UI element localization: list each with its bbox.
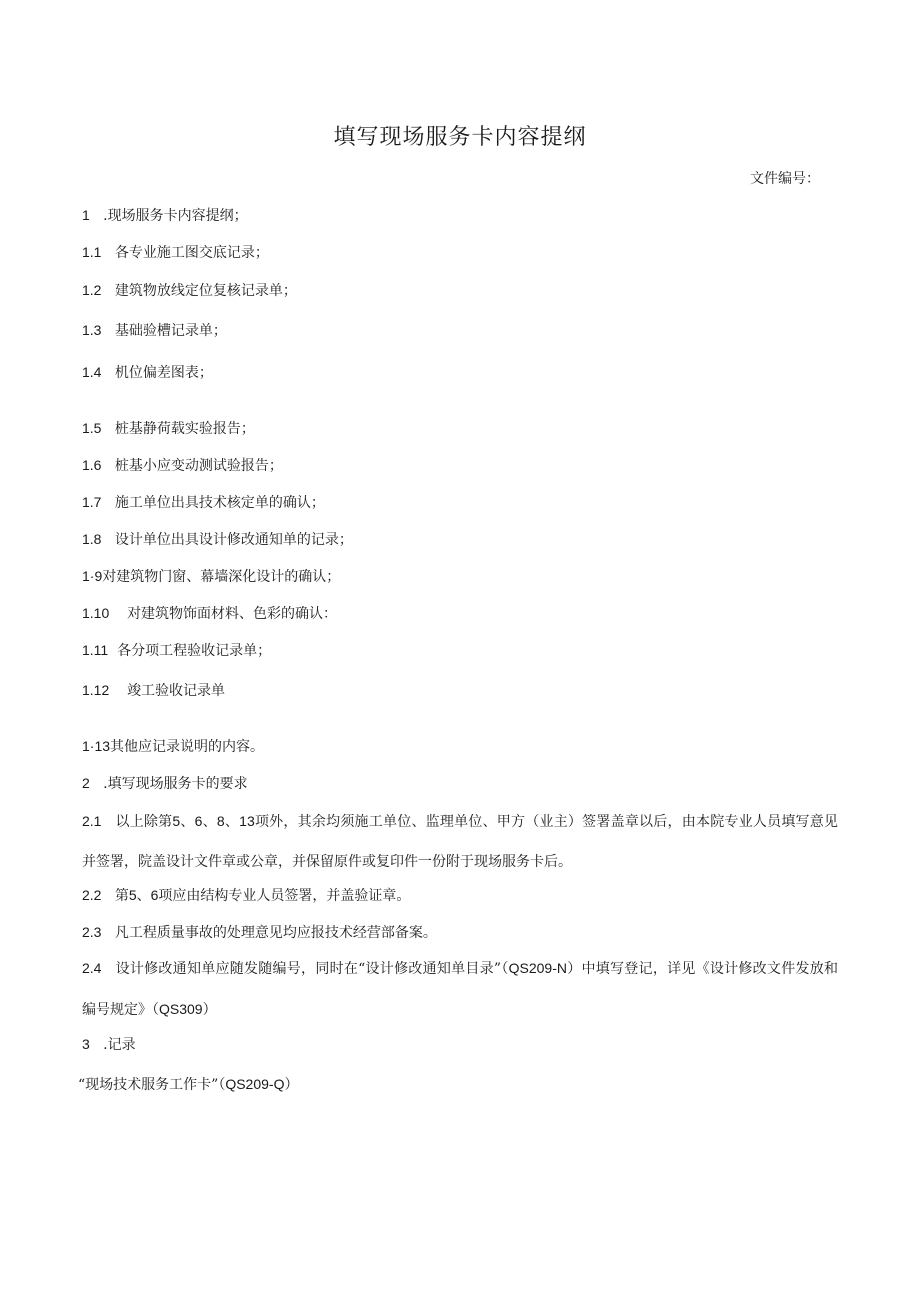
document-code: QS309 — [159, 1001, 203, 1017]
document-code: QS209-Q — [225, 1076, 285, 1092]
outline-item-1 — [82, 204, 248, 227]
separator: 、 — [136, 888, 151, 904]
document-number-label: 文件编号： — [750, 171, 820, 187]
outline-item-1-4 — [82, 361, 213, 384]
item-text: 各专业施工图交底记录； — [114, 245, 269, 261]
item-text: 建筑物放线定位复核记录单； — [114, 283, 297, 299]
outline-section-2 — [82, 772, 248, 795]
item-number: 1.2 — [82, 282, 102, 298]
item-text: 各分项工程验收记录单； — [117, 643, 272, 659]
document-code: QS209-N — [508, 960, 567, 976]
item-text: 施工单位出具技术核定单的确认； — [114, 495, 325, 511]
outline-item-1-12 — [82, 679, 225, 702]
paragraph-text: ）中填写登记，详见《设计修改文件发放和编号规定》（ — [82, 961, 838, 1018]
requirement-2-3 — [82, 912, 838, 953]
item-text: .填写现场服务卡的要求 — [103, 776, 248, 792]
outline-item-1-2 — [82, 279, 297, 302]
item-number: 1 — [82, 207, 90, 223]
outline-item-1-3 — [82, 319, 227, 342]
paragraph-text: 项应由结构专业人员签署，并盖验证章。 — [158, 888, 411, 904]
item-ref-number: 6 — [150, 887, 159, 903]
document-title: 填写现场服务卡内容提纲 — [333, 125, 587, 150]
item-text: 对建筑物饰面材料、色彩的确认： — [127, 606, 338, 622]
separator: 、 — [180, 814, 195, 830]
item-text: 其他应记录说明的内容。 — [110, 739, 265, 755]
paragraph-text: 凡工程质量事故的处理意见均应报技术经营部备案。 — [114, 925, 437, 941]
outline-item-1-9 — [82, 565, 340, 588]
record-text: “现场技术服务工作卡”（ — [78, 1077, 226, 1093]
item-text: 竣工验收记录单 — [127, 683, 226, 699]
item-number: 1·13 — [82, 738, 111, 754]
item-ref-number: 5 — [172, 813, 181, 829]
item-number: 1.11 — [82, 642, 109, 658]
item-number: 1·9 — [82, 568, 103, 584]
record-text: ） — [284, 1077, 299, 1093]
item-number: 1.4 — [82, 364, 102, 380]
item-number: 2.1 — [82, 813, 102, 829]
outline-item-1-7 — [82, 491, 325, 514]
paragraph-text: 设计修改通知单应随发随编号，同时在“设计修改通知单目录”（ — [115, 961, 509, 977]
paragraph-text: 第 — [114, 888, 129, 904]
item-text: 机位偏差图表； — [114, 365, 213, 381]
requirement-2-1 — [82, 801, 838, 882]
outline-item-1-8 — [82, 528, 353, 551]
record-reference — [78, 1073, 298, 1096]
requirement-2-2 — [82, 875, 838, 916]
item-number: 1.1 — [82, 244, 102, 260]
paragraph-text: 项外，其余均须施工单位、监理单位、甲方（业主）签署盖章以后，由本院专业人员填写意见并签署，院盖设计文件章或公章，并保留原件或复印件一份附于现场服务卡后。 — [82, 814, 838, 870]
item-number: 1.5 — [82, 420, 102, 436]
item-ref-number: 13 — [239, 813, 255, 829]
paragraph-text: 以上除第 — [115, 814, 173, 830]
item-number: 2.2 — [82, 887, 102, 903]
outline-item-1-10 — [82, 602, 337, 625]
item-number: 1.10 — [82, 605, 110, 621]
item-number: 3 — [82, 1036, 90, 1052]
item-number: 1.12 — [82, 682, 110, 698]
outline-item-1-13 — [82, 735, 264, 758]
item-number: 1.3 — [82, 322, 102, 338]
outline-item-1-1 — [82, 241, 269, 264]
item-number: 1.6 — [82, 457, 102, 473]
item-text: 基础验槽记录单； — [114, 323, 227, 339]
item-ref-number: 6 — [194, 813, 203, 829]
separator: 、 — [224, 814, 240, 830]
outline-item-1-11 — [82, 639, 271, 662]
item-number: 1.8 — [82, 531, 102, 547]
outline-section-3 — [82, 1033, 136, 1056]
item-text: 桩基小应变动测试验报告； — [114, 458, 283, 474]
outline-item-1-5 — [82, 417, 255, 440]
item-text: 设计单位出具设计修改通知单的记录； — [114, 532, 353, 548]
item-number: 2.3 — [82, 924, 102, 940]
paragraph-text: ） — [202, 1002, 217, 1018]
item-text: 对建筑物门窗、幕墙深化设计的确认； — [102, 569, 341, 585]
item-text: 桩基静荷载实验报告； — [114, 421, 255, 437]
requirement-2-4 — [82, 948, 838, 1030]
item-text: .记录 — [103, 1037, 136, 1053]
outline-item-1-6 — [82, 454, 283, 477]
item-text: .现场服务卡内容提纲； — [103, 208, 248, 224]
item-number: 1.7 — [82, 494, 102, 510]
item-ref-number: 5 — [128, 887, 137, 903]
item-number: 2 — [82, 775, 90, 791]
item-number: 2.4 — [82, 960, 102, 976]
separator: 、 — [202, 814, 217, 830]
item-ref-number: 8 — [216, 813, 225, 829]
